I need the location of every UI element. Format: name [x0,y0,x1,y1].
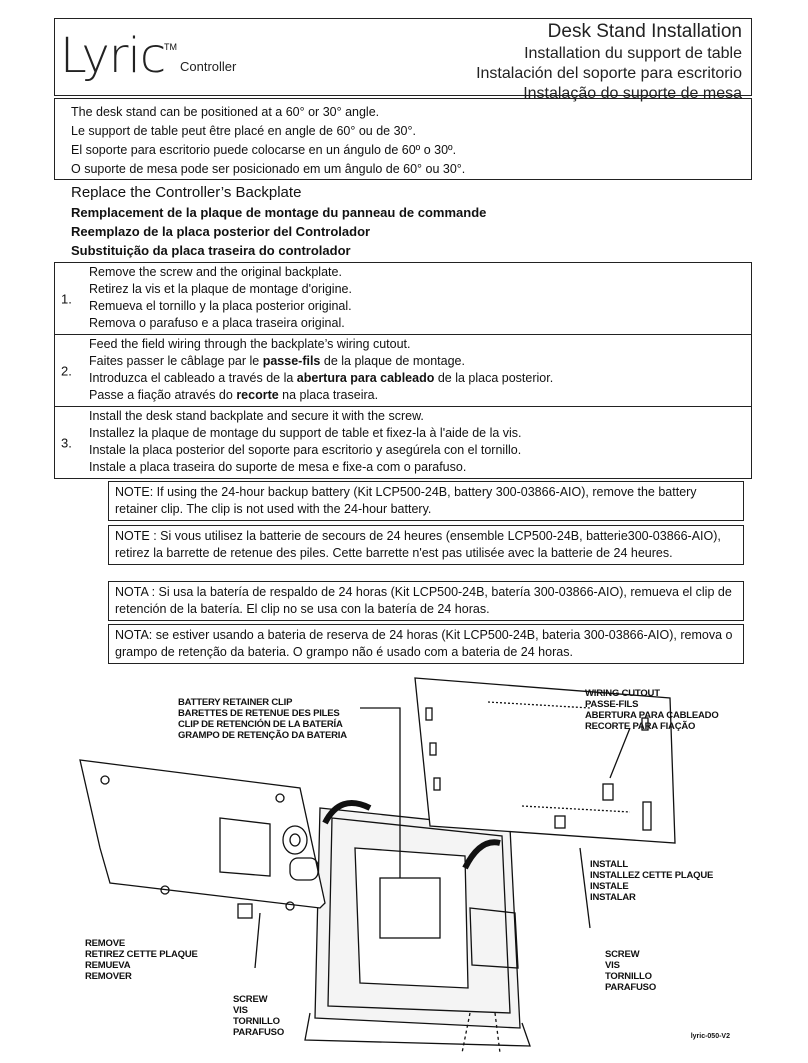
step-en: Feed the field wiring through the backplate’s wiring cutout. [89,337,411,351]
remove-label: REMOVE RETIREZ CETTE PLAQUE REMUEVA REMOVER [85,938,198,982]
step-number: 2. [61,363,72,378]
section-title-es: Reemplazo de la placa posterior del Controlador [71,224,371,239]
intro-es: El soporte para escritorio puede colocarse en un ángulo de 60º o 30º. [71,143,457,157]
note-pt: NOTA: se estiver usando a bateria de reserva de 24 horas (Kit LCP500-24B, bateria 300-03866-AIO), remova o grampo de retenção da bateria. O grampo não é usado com a bateria de 24 horas. [108,624,744,664]
lyric-logo: Lyric [60,28,166,84]
step-es: Remueva el tornillo y la placa posterior original. [89,299,352,313]
step-pt: Remova o parafuso e a placa traseira original. [89,316,345,330]
intro-box [54,98,752,180]
title-pt: Instalação do suporte de mesa [523,85,742,102]
step-pt: Instale a placa traseira do suporte de mesa e fixe-a com o parafuso. [89,460,467,474]
battery-clip-label: BATTERY RETAINER CLIP BARETTES DE RETENUE DES PILES CLIP DE RETENCIÓN DE LA BATERÍA GRAMPO DE RETENÇÃO DA BATERIA [178,697,347,741]
screw-label-left: SCREW VIS TORNILLO PARAFUSO [233,994,285,1038]
install-label: INSTALL INSTALLEZ CETTE PLAQUE INSTALE INSTALAR [590,859,714,903]
title-block [476,20,742,104]
note-es: NOTA : Si usa la batería de respaldo de 24 horas (Kit LCP500-24B, batería 300-03866-AIO), remueva el clip de retención de la batería. El clip no se usa con la batería de 24 horas. [108,581,744,621]
diagram-code: lyric-050-V2 [690,1033,730,1040]
section-title-pt: Substituição da placa traseira do controlador [71,243,351,258]
steps-table [54,262,752,479]
step-es: Instale la placa posterior del soporte para escritorio y asegúrela con el tornillo. [89,443,522,457]
logo-trademark: TM [164,42,177,52]
step-es: Introduzca el cableado a través de la abertura para cableado de la placa posterior. [89,371,554,385]
section-title-en: Replace the Controller’s Backplate [71,184,302,201]
note-en: NOTE: If using the 24-hour backup battery (Kit LCP500-24B, battery 300-03866-AIO), remove the battery retainer clip. The clip is not used with the 24-hour battery. [108,481,744,521]
step-row [55,406,751,478]
intro-pt: O suporte de mesa pode ser posicionado em um ângulo de 60° ou 30°. [71,162,466,176]
step-en: Install the desk stand backplate and secure it with the screw. [89,409,424,423]
intro-en: The desk stand can be positioned at a 60° or 30° angle. [71,105,380,119]
screw-label-right: SCREW VIS TORNILLO PARAFUSO [605,949,657,993]
note-fr: NOTE : Si vous utilisez la batterie de secours de 24 heures (ensemble LCP500-24B, batterie300-03866-AIO), retirez la barrette de retenue des piles. Cette barrette n'est pas utilisée avec la batterie de 24 heures. [108,525,744,565]
intro-fr: Le support de table peut être placé en angle de 60° ou de 30°. [71,124,416,138]
step-en: Remove the screw and the original backplate. [89,265,342,279]
title-es: Instalación del soporte para escritorio [476,65,742,82]
step-row [55,263,751,334]
logo-subtitle: Controller [180,59,237,74]
step-fr: Retirez la vis et la plaque de montage d'origine. [89,282,352,296]
title-en: Desk Stand Installation [547,21,742,42]
section-title-fr: Remplacement de la plaque de montage du panneau de commande [71,205,487,220]
wiring-cutout-label: WIRING CUTOUT PASSE-FILS ABERTURA PARA CABLEADO RECORTE PARA FIAÇÃO [585,688,719,732]
section-title [71,183,486,260]
step-number: 1. [61,291,72,306]
step-number: 3. [61,435,72,450]
step-row [55,334,751,406]
step-fr: Installez la plaque de montage du support de table et fixez-la à l'aide de la vis. [89,426,522,440]
title-fr: Installation du support de table [524,45,742,62]
installation-diagram [70,668,770,1058]
step-fr: Faites passer le câblage par le passe-fils de la plaque de montage. [89,354,465,368]
step-pt: Passe a fiação através do recorte na placa traseira. [89,388,379,402]
